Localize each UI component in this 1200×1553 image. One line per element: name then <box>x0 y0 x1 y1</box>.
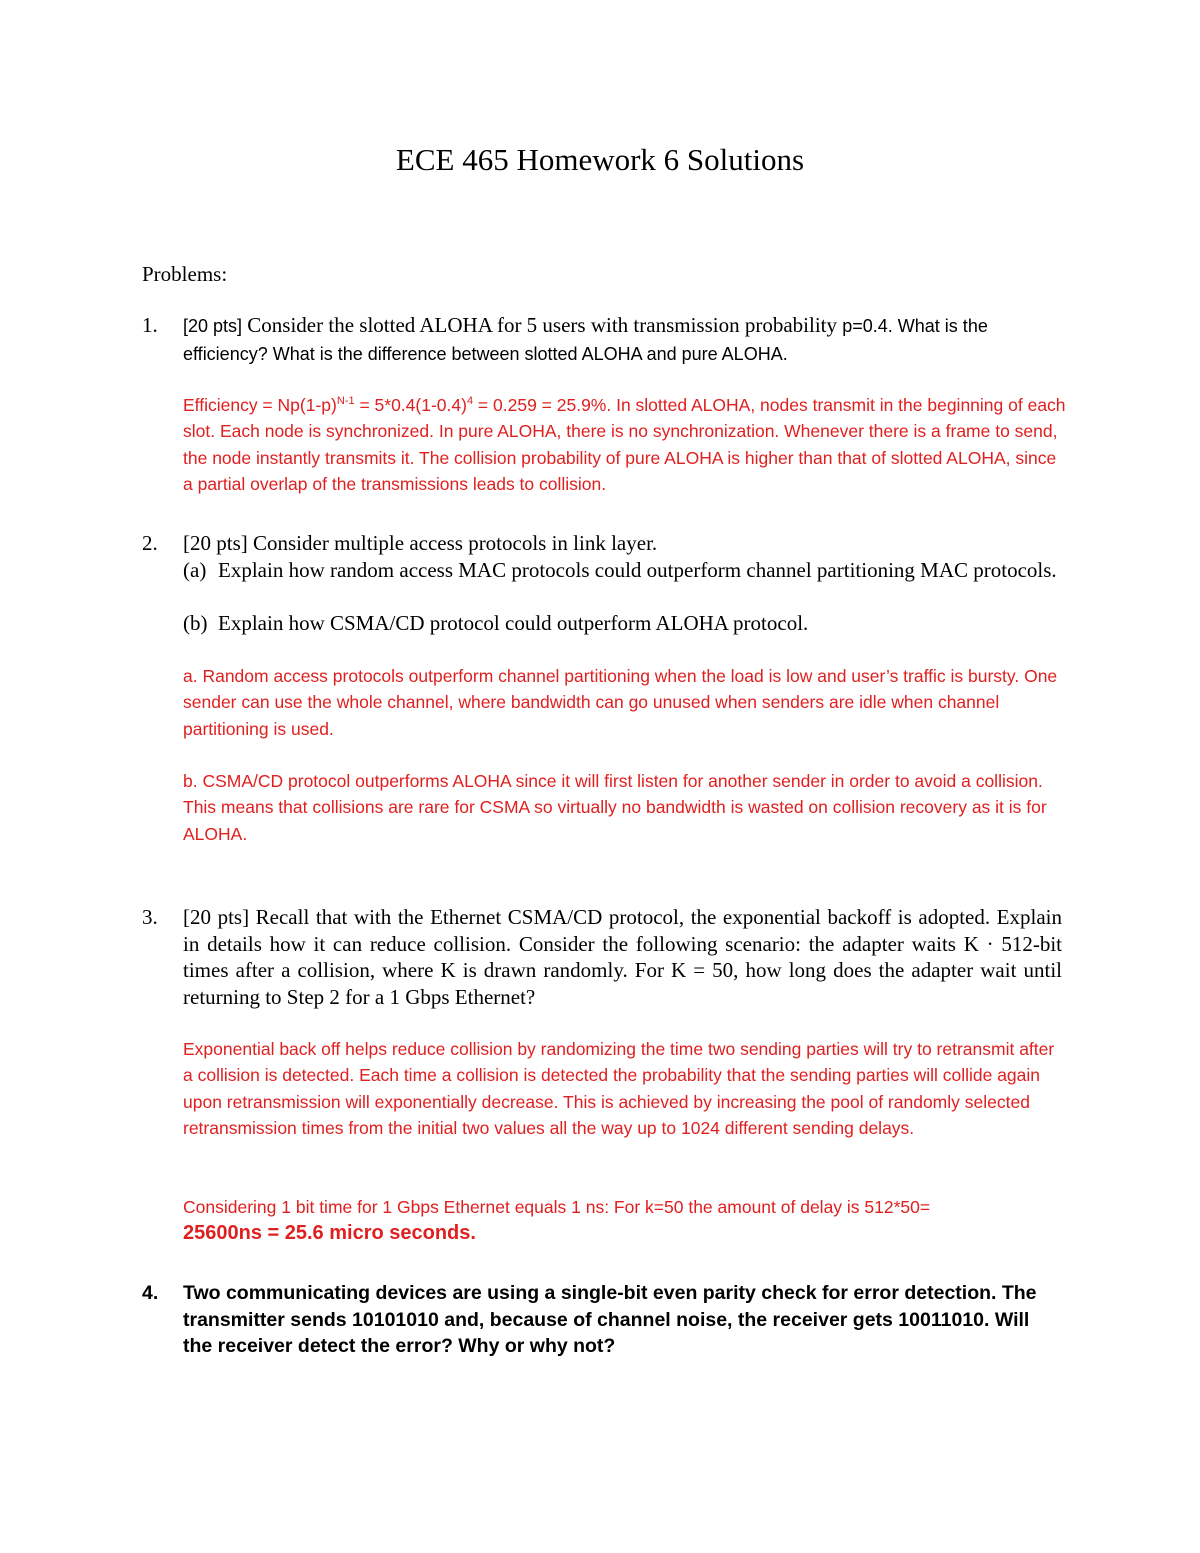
problems-heading: Problems: <box>142 262 228 286</box>
page-title: ECE 465 Homework 6 Solutions <box>395 142 805 177</box>
answer-text: Efficiency = Np(1-p) <box>183 395 337 415</box>
answer-3b <box>183 1194 1068 1247</box>
answer-text: = 5*0.4(1-0.4) <box>354 395 467 415</box>
answer-2a: a. Random access protocols outperform channel partitioning when the load is low and user’s traffic is bursty. One sender can use the whole channel, where bandwidth can go unused when senders are idle when channel partitioning is used. <box>183 666 1058 739</box>
superscript: N-1 <box>336 395 355 408</box>
answer-text: = 0.259 = 25.9%. In slotted ALOHA, nodes transmit in the beginning of each slot. Each node is synchronized. In pure ALOHA, there is no synchronization. Whenever there is a frame to send, the node instantly transmits it. The collision probability of pure ALOHA is higher than that of slotted ALOHA, since a partial overlap of the transmissions leads to collision. <box>183 395 1066 494</box>
answer-result: 25600ns = 25.6 micro seconds. <box>183 1222 476 1245</box>
sub-label: (b) <box>183 611 208 635</box>
answer-1 <box>183 392 1068 497</box>
question-number: 1. <box>142 313 158 337</box>
question-text: [20 pts] Recall that with the Ethernet CSMA/CD protocol, the exponential backoff is adopted. Explain in details how it can reduce collision. Consider the following scenario: the adapter waits K · 512-bit times after a collision, where K is drawn randomly. For K = 50, how long does the adapter wait until returning to Step 2 for a 1 Gbps Ethernet? <box>183 905 1062 1009</box>
points-label: [20 pts] <box>183 316 243 336</box>
superscript: 4 <box>466 395 474 408</box>
answer-text: Considering 1 bit time for 1 Gbps Ethernet equals 1 ns: For k=50 the amount of delay is 512*50= <box>183 1197 931 1217</box>
sub-text: Explain how CSMA/CD protocol could outperform ALOHA protocol. <box>218 611 809 635</box>
answer-2b: b. CSMA/CD protocol outperforms ALOHA since it will first listen for another sender in order to avoid a collision. This means that collisions are rare for CSMA so virtually no bandwidth is wasted on collision recovery as it is for ALOHA. <box>183 771 1047 844</box>
sub-label: (a) <box>183 558 207 582</box>
question-number: 4. <box>142 1282 159 1304</box>
question-text-part: Consider the slotted ALOHA for 5 users with transmission probability <box>242 313 843 337</box>
question-number: 3. <box>142 905 158 929</box>
answer-3a: Exponential back off helps reduce collision by randomizing the time two sending parties will try to retransmit after a collision is detected. Each time a collision is detected the probability that the sending parties will collide again upon retransmission will exponentially decrease. This is achieved by increasing the pool of randomly selected retransmission times from the initial two values all the way up to 1024 different sending delays. <box>183 1039 1055 1138</box>
question-number: 2. <box>142 531 158 555</box>
question-text: Two communicating devices are using a single-bit even parity check for error detection. The transmitter sends 10101010 and, because of channel noise, the receiver gets 10011010. Will the receiver detect the error? Why or why not? <box>183 1282 1037 1357</box>
question-text: [20 pts] Consider multiple access protocols in link layer. <box>183 531 658 555</box>
question-text-part: . What is the efficiency? What is the difference between slotted ALOHA and pure ALOHA. <box>183 316 988 364</box>
question-text <box>183 312 1062 367</box>
probability-value: p=0.4 <box>842 316 888 336</box>
sub-text: Explain how random access MAC protocols could outperform channel partitioning MAC protocols. <box>218 558 1057 582</box>
